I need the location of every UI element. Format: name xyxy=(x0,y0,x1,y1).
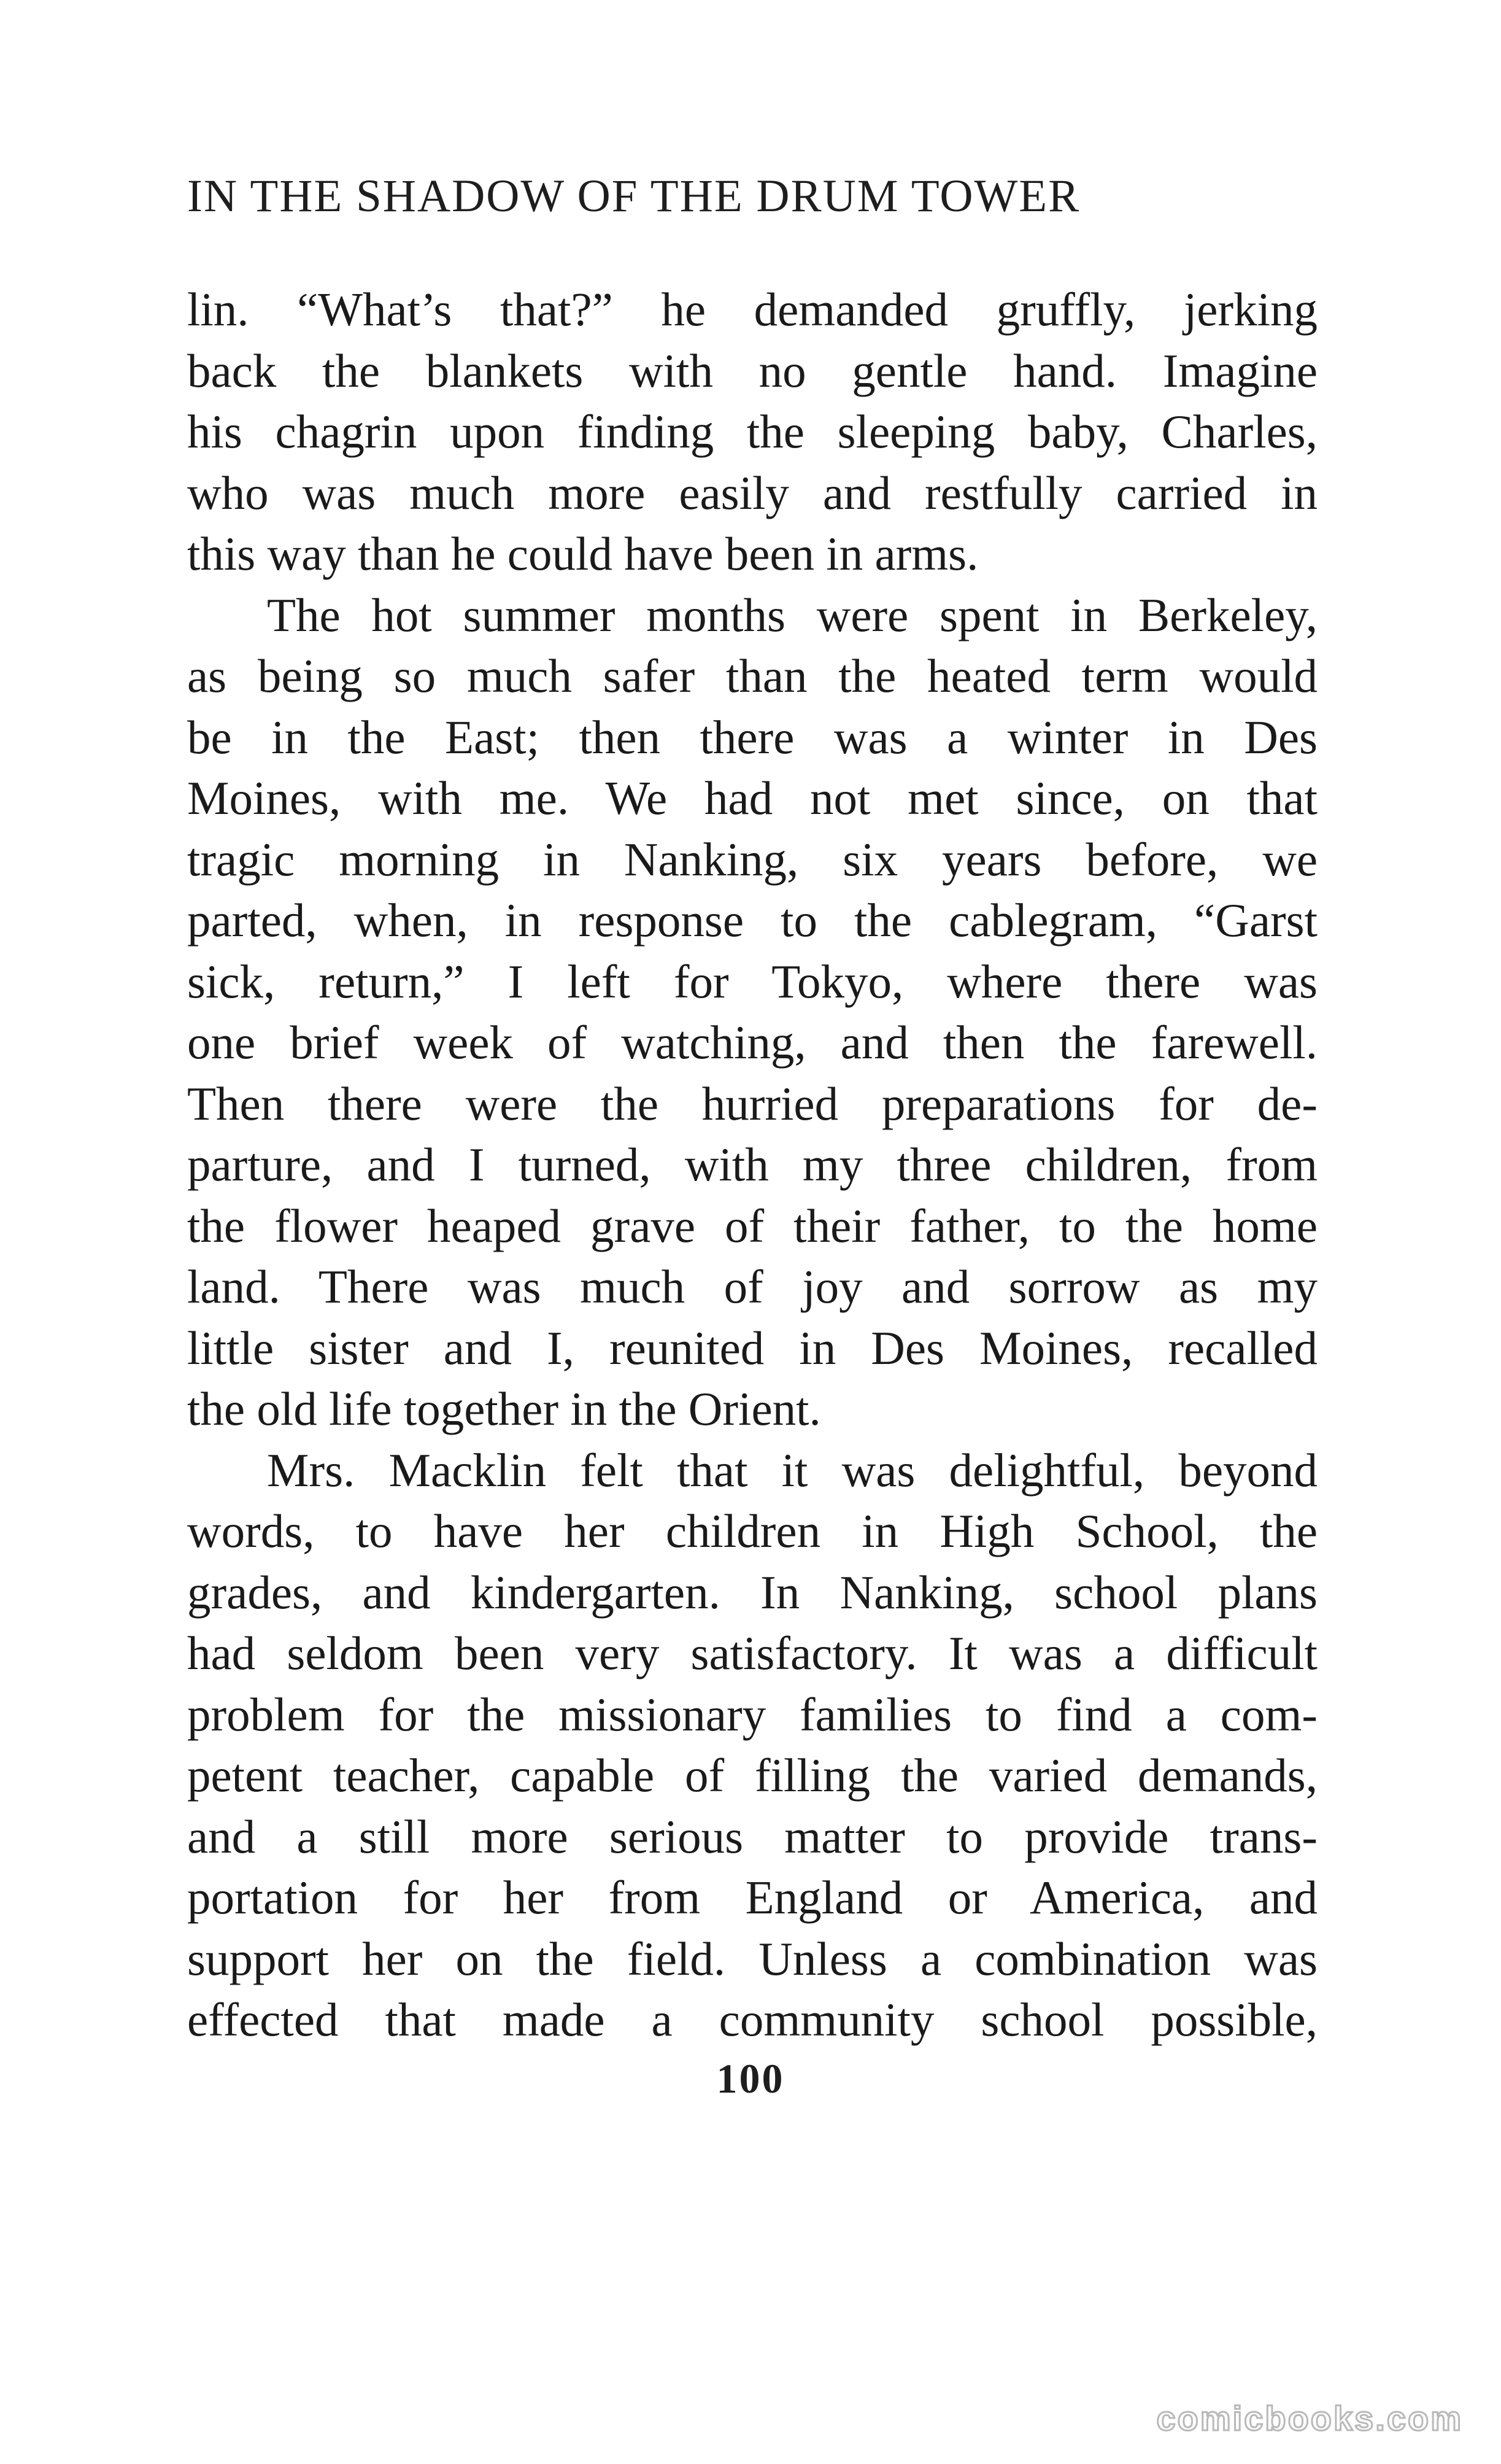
text-line: parted, when, in response to the cablegram, “Garst xyxy=(187,894,1318,947)
text-line: as being so much safer than the heated term would xyxy=(187,649,1318,702)
text-line: back the blankets with no gentle hand. Imagine xyxy=(187,344,1318,397)
body-text xyxy=(187,279,1318,2051)
text-line: be in the East; then there was a winter in Des xyxy=(187,710,1318,764)
page-number: 100 xyxy=(716,2055,785,2102)
text-line: Moines, with me. We had not met since, on that xyxy=(187,772,1318,824)
text-line: one brief week of watching, and then the farewell. xyxy=(187,1016,1318,1069)
text-line: had seldom been very satisfactory. It was a difficult xyxy=(187,1627,1318,1679)
text-line: sick, return,” I left for Tokyo, where there was xyxy=(187,955,1318,1008)
text-line: who was much more easily and restfully carried in xyxy=(187,466,1318,519)
text-line: words, to have her children in High School, the xyxy=(187,1505,1318,1557)
text-line: effected that made a community school possible, xyxy=(187,1993,1318,2046)
text-line: land. There was much of joy and sorrow as my xyxy=(187,1260,1318,1313)
text-line: Then there were the hurried preparations for de- xyxy=(187,1077,1318,1130)
text-line: Mrs. Macklin felt that it was delightful, beyond xyxy=(267,1443,1318,1497)
text-line: tragic morning in Nanking, six years before, we xyxy=(187,832,1318,886)
text-line: portation for her from England or America, and xyxy=(187,1871,1318,1924)
text-line: support her on the field. Unless a combination was xyxy=(187,1932,1318,1985)
text-line: problem for the missionary families to find a com- xyxy=(187,1687,1318,1741)
text-line: the flower heaped grave of their father, to the home xyxy=(187,1199,1318,1252)
text-line: the old life together in the Orient. xyxy=(187,1382,821,1435)
text-line: little sister and I, reunited in Des Moines, recalled xyxy=(187,1321,1318,1374)
running-head: IN THE SHADOW OF THE DRUM TOWER xyxy=(187,171,1081,222)
text-line: and a still more serious matter to provide trans- xyxy=(187,1810,1318,1863)
text-line: lin. “What’s that?” he demanded gruffly, jerking xyxy=(187,283,1318,336)
text-line: petent teacher, capable of filling the varied demands, xyxy=(187,1749,1318,1802)
watermark: comicbooks.com xyxy=(1156,2399,1463,2438)
text-line: grades, and kindergarten. In Nanking, school plans xyxy=(187,1565,1318,1619)
text-line: parture, and I turned, with my three children, from xyxy=(187,1138,1318,1191)
text-line: The hot summer months were spent in Berkeley, xyxy=(267,588,1318,641)
text-line: his chagrin upon finding the sleeping baby, Charles, xyxy=(187,405,1318,458)
text-line: this way than he could have been in arms. xyxy=(187,527,979,580)
